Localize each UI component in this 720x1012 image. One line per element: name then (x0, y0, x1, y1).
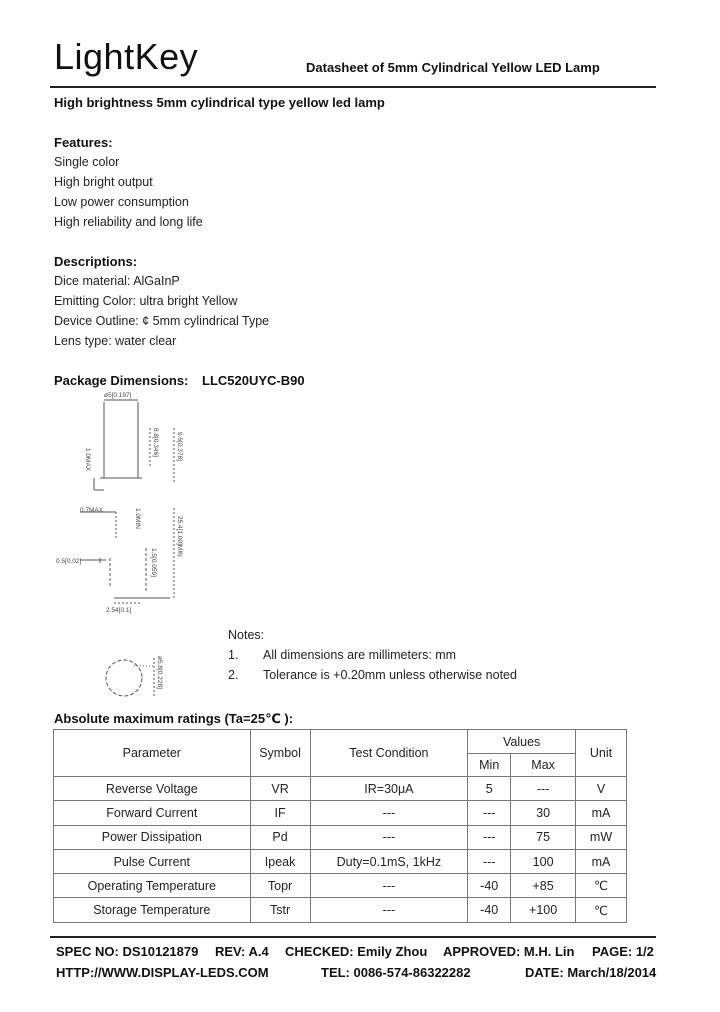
cell-parameter: Reverse Voltage (54, 777, 251, 801)
dim-lead-pitch: 2.54[0.1] (106, 607, 132, 614)
dim-lead-length: 25.4[1.00]MIN (176, 516, 183, 557)
cell-parameter: Storage Temperature (54, 898, 251, 922)
table-row (54, 825, 627, 849)
cell-min: -40 (468, 874, 511, 898)
note-text: All dimensions are millimeters: mm (263, 648, 457, 662)
document-title: Datasheet of 5mm Cylindrical Yellow LED Lamp (306, 60, 600, 75)
cell-min: -40 (468, 898, 511, 922)
cell-unit: ℃ (576, 874, 627, 898)
feature-item: Single color (54, 155, 120, 169)
dim-height2: 9.6[0.378] (176, 432, 183, 461)
cell-min: --- (468, 825, 511, 849)
header-divider (50, 86, 656, 88)
cell-parameter: Pulse Current (54, 849, 251, 873)
cell-parameter: Power Dissipation (54, 825, 251, 849)
cell-symbol: Tstr (250, 898, 310, 922)
dim-right: 1.5[0.059] (150, 548, 157, 577)
cell-min: --- (468, 801, 511, 825)
revision: REV: A.4 (215, 944, 269, 959)
cell-max: +100 (511, 898, 576, 922)
product-subtitle: High brightness 5mm cylindrical type yellow led lamp (54, 95, 385, 110)
cell-test: --- (310, 898, 468, 922)
dim-height: 8.8[0.346] (152, 428, 159, 457)
cell-max: --- (511, 777, 576, 801)
header-symbol: Symbol (250, 730, 310, 777)
telephone: TEL: 0086-574-86322282 (321, 965, 471, 980)
cell-max: 100 (511, 849, 576, 873)
header-unit: Unit (576, 730, 627, 777)
cell-unit: mW (576, 825, 627, 849)
dim-left: 1.0MAX (84, 448, 91, 472)
dim-max07: 0.7MAX (80, 507, 104, 514)
cell-min: 5 (468, 777, 511, 801)
cell-unit: mA (576, 801, 627, 825)
cell-max: 30 (511, 801, 576, 825)
ratings-heading: Absolute maximum ratings (Ta=25℃ ): (54, 711, 294, 726)
note-number: 1. (228, 648, 239, 662)
description-item: Lens type: water clear (54, 334, 177, 348)
description-item: Device Outline: ¢ 5mm cylindrical Type (54, 314, 270, 328)
notes-heading: Notes: (228, 628, 265, 642)
cell-test: --- (310, 874, 468, 898)
dim-diameter: ø5.8[0.228] (156, 656, 163, 689)
cell-symbol: Ipeak (250, 849, 310, 873)
feature-item: High reliability and long life (54, 215, 203, 229)
note-number: 2. (228, 668, 239, 682)
table-row (54, 849, 627, 873)
cell-symbol: Topr (250, 874, 310, 898)
header-values: Values (468, 730, 576, 754)
package-heading: Package Dimensions: (54, 373, 189, 388)
cell-test: IR=30μA (310, 777, 468, 801)
cell-symbol: IF (250, 801, 310, 825)
cell-test: Duty=0.1mS, 1kHz (310, 849, 468, 873)
cell-unit: V (576, 777, 627, 801)
checked-by: CHECKED: Emily Zhou (285, 944, 428, 959)
website-url: HTTP://WWW.DISPLAY-LEDS.COM (56, 965, 269, 980)
header-min: Min (468, 754, 511, 777)
ratings-table (53, 729, 627, 923)
table-row (54, 777, 627, 801)
page-number: PAGE: 1/2 (592, 944, 654, 959)
descriptions-heading: Descriptions: (54, 254, 138, 269)
cell-max: 75 (511, 825, 576, 849)
cell-test: --- (310, 801, 468, 825)
table-row (54, 898, 627, 922)
header-parameter: Parameter (54, 730, 251, 777)
cell-unit: mA (576, 849, 627, 873)
note-text: Tolerance is +0.20mm unless otherwise noted (263, 668, 517, 682)
table-row (54, 874, 627, 898)
company-logo: LightKey (54, 36, 199, 77)
header-test-condition: Test Condition (310, 730, 468, 777)
table-row (54, 801, 627, 825)
cell-parameter: Forward Current (54, 801, 251, 825)
cell-unit: ℃ (576, 898, 627, 922)
header-max: Max (511, 754, 576, 777)
features-heading: Features: (54, 135, 113, 150)
package-code: LLC520UYC-B90 (202, 373, 305, 388)
cell-parameter: Operating Temperature (54, 874, 251, 898)
document-date: DATE: March/18/2014 (525, 965, 657, 980)
cell-test: --- (310, 825, 468, 849)
cell-max: +85 (511, 874, 576, 898)
dim-top-width: ø5[0.197] (104, 392, 132, 399)
cell-symbol: Pd (250, 825, 310, 849)
cell-symbol: VR (250, 777, 310, 801)
feature-item: High bright output (54, 175, 153, 189)
footer-divider (50, 936, 656, 938)
approved-by: APPROVED: M.H. Lin (443, 944, 575, 959)
description-item: Dice material: AlGaInP (54, 274, 180, 288)
spec-number: SPEC NO: DS10121879 (56, 944, 199, 959)
package-drawing (56, 388, 210, 708)
cell-min: --- (468, 849, 511, 873)
dim-min: 1.0MIN (134, 508, 141, 529)
dim-lead-width: 0.5[0.02] (56, 558, 82, 565)
feature-item: Low power consumption (54, 195, 189, 209)
description-item: Emitting Color: ultra bright Yellow (54, 294, 238, 308)
